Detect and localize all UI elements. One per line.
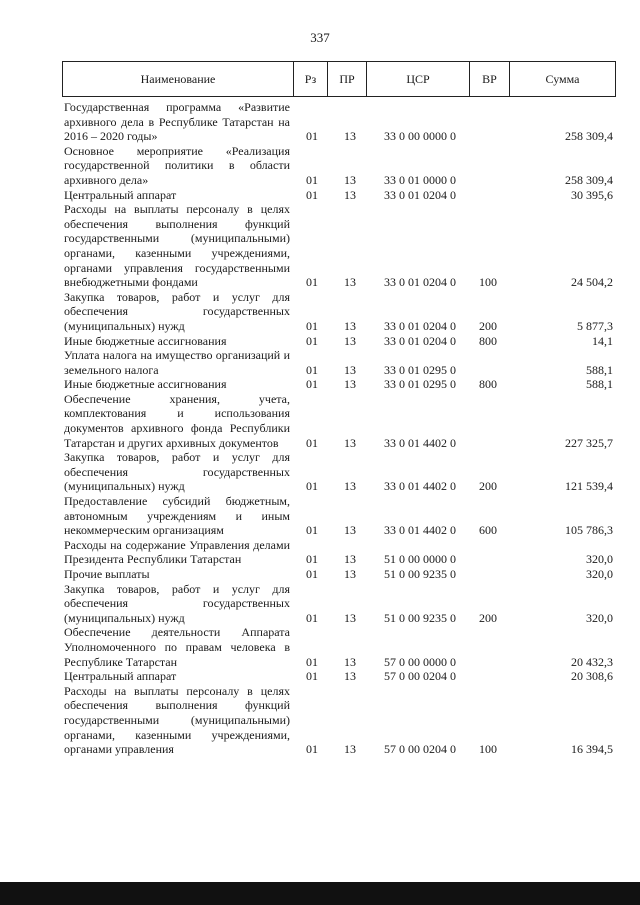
row-csr: 33 0 01 0295 0 — [384, 377, 456, 392]
row-vr: 600 — [479, 523, 497, 538]
row-name: Расходы на содержание Управления делами Президента Республики Татарстан — [64, 537, 290, 567]
row-vr: 200 — [479, 479, 497, 494]
row-name: Уплата налога на имущество организаций и земельного налога — [64, 348, 290, 377]
row-rz: 01 — [306, 552, 318, 567]
row-sum: 320,0 — [586, 552, 613, 567]
row-pr: 13 — [344, 742, 356, 757]
row-name: Закупка товаров, работ и услуг для обеспечения государственных (муниципальных) нужд — [64, 581, 290, 625]
row-vr: 100 — [479, 275, 497, 290]
row-pr: 13 — [344, 654, 356, 669]
row-vr: 200 — [479, 610, 497, 625]
row-sum: 105 786,3 — [565, 523, 613, 538]
row-name: Иные бюджетные ассигнования — [64, 333, 227, 348]
row-sum: 20 432,3 — [571, 654, 613, 669]
row-name: Расходы на выплаты персоналу в целях обеспечения выполнения функций государственными (муниципальными) органами, казенными учреждениями, органами управления государственными внебюджетными фондами — [64, 202, 290, 290]
row-pr: 13 — [344, 669, 356, 684]
row-pr: 13 — [344, 129, 356, 144]
row-csr: 51 0 00 9235 0 — [384, 610, 456, 625]
table-row — [0, 202, 640, 290]
table-row — [0, 538, 640, 567]
row-vr: 100 — [479, 742, 497, 757]
table-row — [0, 684, 640, 757]
row-rz: 01 — [306, 669, 318, 684]
row-csr: 33 0 01 0204 0 — [384, 187, 456, 202]
row-csr: 57 0 00 0204 0 — [384, 669, 456, 684]
row-sum: 5 877,3 — [577, 318, 613, 333]
table-row — [0, 188, 640, 203]
row-name: Обеспечение деятельности Аппарата Уполномоченного по правам человека в Республике Татарстан — [64, 625, 290, 669]
row-sum: 258 309,4 — [565, 172, 613, 187]
table-row — [0, 494, 640, 538]
row-rz: 01 — [306, 129, 318, 144]
scan-border-bar — [0, 882, 640, 905]
table-body — [0, 100, 640, 757]
table-row — [0, 625, 640, 669]
page-number: 337 — [310, 30, 330, 45]
table-row — [0, 450, 640, 494]
row-rz: 01 — [306, 187, 318, 202]
header-csr: ЦСР — [406, 72, 430, 86]
row-pr: 13 — [344, 610, 356, 625]
table-row — [0, 144, 640, 188]
row-rz: 01 — [306, 333, 318, 348]
row-pr: 13 — [344, 435, 356, 450]
row-sum: 588,1 — [586, 362, 613, 377]
row-rz: 01 — [306, 377, 318, 392]
row-sum: 16 394,5 — [571, 742, 613, 757]
table-row — [0, 582, 640, 626]
table-header — [62, 61, 616, 97]
row-csr: 33 0 01 0295 0 — [384, 362, 456, 377]
row-pr: 13 — [344, 333, 356, 348]
table-row — [0, 669, 640, 684]
row-csr: 51 0 00 9235 0 — [384, 567, 456, 581]
row-pr: 13 — [344, 187, 356, 202]
row-sum: 258 309,4 — [565, 129, 613, 144]
row-sum: 121 539,4 — [565, 479, 613, 494]
row-pr: 13 — [344, 275, 356, 290]
row-pr: 13 — [344, 523, 356, 538]
row-csr: 33 0 01 0204 0 — [384, 333, 456, 348]
table-row — [0, 392, 640, 450]
row-csr: 51 0 00 0000 0 — [384, 552, 456, 567]
row-sum: 320,0 — [586, 610, 613, 625]
row-name: Предоставление субсидий бюджетным, автономным учреждениям и иным некоммерческим организациям — [64, 494, 290, 538]
row-sum: 320,0 — [586, 567, 613, 581]
row-name: Обеспечение хранения, учета, комплектования и использования документов архивного фонда Республики Татарстан и других архивных документов — [64, 391, 290, 450]
row-pr: 13 — [344, 552, 356, 567]
row-csr: 33 0 00 0000 0 — [384, 129, 456, 144]
row-csr: 33 0 01 4402 0 — [384, 435, 456, 450]
row-csr: 33 0 01 0000 0 — [384, 172, 456, 187]
row-rz: 01 — [306, 172, 318, 187]
header-rz: Рз — [304, 72, 317, 86]
row-name: Основное мероприятие «Реализация государственной политики в области архивного дела» — [64, 143, 290, 187]
table-row — [0, 377, 640, 392]
row-pr: 13 — [344, 172, 356, 187]
row-rz: 01 — [306, 610, 318, 625]
table-row — [0, 567, 640, 582]
row-pr: 13 — [344, 377, 356, 392]
row-sum: 20 308,6 — [571, 669, 613, 684]
row-sum: 588,1 — [586, 377, 613, 392]
table-row — [0, 290, 640, 334]
row-pr: 13 — [344, 362, 356, 377]
row-rz: 01 — [306, 318, 318, 333]
header-name: Наименование — [140, 72, 216, 86]
row-name: Иные бюджетные ассигнования — [64, 377, 227, 392]
row-vr: 800 — [479, 377, 497, 392]
row-name: Закупка товаров, работ и услуг для обеспечения государственных (муниципальных) нужд — [64, 289, 290, 333]
row-pr: 13 — [344, 567, 356, 581]
header-pr: ПР — [339, 72, 355, 86]
row-rz: 01 — [306, 275, 318, 290]
row-rz: 01 — [306, 362, 318, 377]
row-csr: 33 0 01 0204 0 — [384, 275, 456, 290]
header-sum: Сумма — [545, 72, 580, 86]
row-vr: 200 — [479, 318, 497, 333]
row-name: Государственная программа «Развитие архивного дела в Республике Татарстан на 2016 – 2020 годы» — [64, 100, 290, 144]
row-vr: 800 — [479, 333, 497, 348]
table-row — [0, 348, 640, 377]
row-name: Прочие выплаты — [64, 567, 150, 581]
row-rz: 01 — [306, 435, 318, 450]
row-csr: 33 0 01 0204 0 — [384, 318, 456, 333]
header-vr: ВР — [482, 72, 497, 86]
row-name: Расходы на выплаты персоналу в целях обеспечения выполнения функций государственными (муниципальными) органами, казенными учреждениями, органами управления — [64, 683, 290, 757]
row-sum: 30 395,6 — [571, 187, 613, 202]
row-sum: 14,1 — [592, 333, 613, 348]
row-rz: 01 — [306, 742, 318, 757]
row-sum: 227 325,7 — [565, 435, 613, 450]
row-rz: 01 — [306, 567, 318, 581]
row-name: Закупка товаров, работ и услуг для обеспечения государственных (муниципальных) нужд — [64, 450, 290, 494]
row-pr: 13 — [344, 318, 356, 333]
row-name: Центральный аппарат — [64, 187, 177, 202]
row-rz: 01 — [306, 479, 318, 494]
row-csr: 57 0 00 0204 0 — [384, 742, 456, 757]
row-rz: 01 — [306, 523, 318, 538]
row-csr: 33 0 01 4402 0 — [384, 523, 456, 538]
row-name: Центральный аппарат — [64, 669, 177, 684]
row-sum: 24 504,2 — [571, 275, 613, 290]
row-pr: 13 — [344, 479, 356, 494]
row-csr: 33 0 01 4402 0 — [384, 479, 456, 494]
row-rz: 01 — [306, 654, 318, 669]
table-row — [0, 334, 640, 349]
table-row — [0, 100, 640, 144]
row-csr: 57 0 00 0000 0 — [384, 654, 456, 669]
